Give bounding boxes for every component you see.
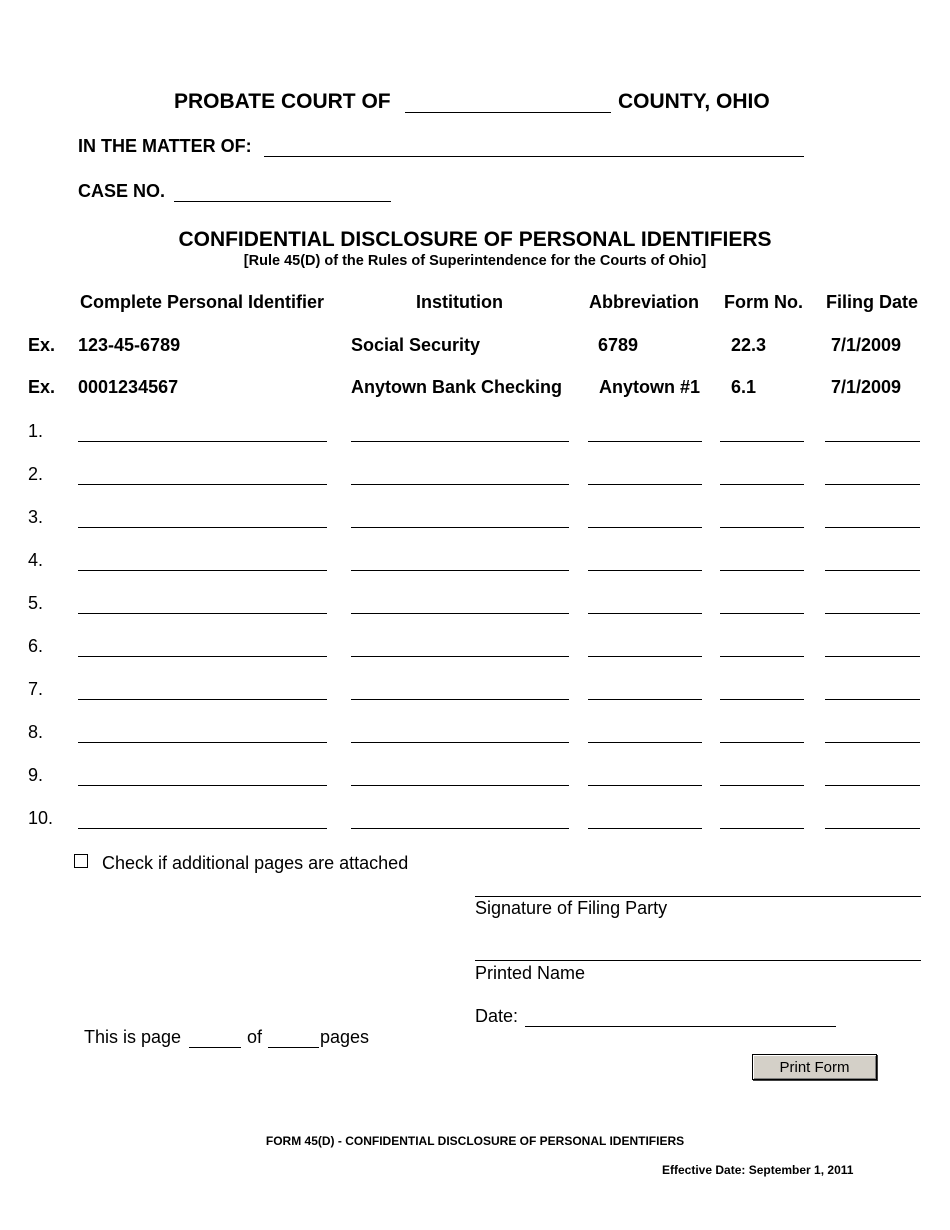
institution-field[interactable] <box>351 638 569 657</box>
total-pages-field[interactable] <box>268 1029 319 1048</box>
row-number: 7. <box>28 679 44 699</box>
identifier-field[interactable] <box>78 552 327 571</box>
printed-name-label: Printed Name <box>475 963 586 983</box>
institution-field[interactable] <box>351 767 569 786</box>
form-no-field[interactable] <box>720 681 804 700</box>
case-number-field[interactable] <box>174 183 391 202</box>
row-number: 6. <box>28 636 44 656</box>
institution-field[interactable] <box>351 466 569 485</box>
signature-label: Signature of Filing Party <box>475 898 668 918</box>
row-number: 1. <box>28 421 44 441</box>
filing-date-field[interactable] <box>825 767 920 786</box>
form-no-field[interactable] <box>720 810 804 829</box>
identifier-field[interactable] <box>78 810 327 829</box>
identifier-field[interactable] <box>78 681 327 700</box>
example-identifier: 123-45-6789 <box>78 335 181 355</box>
example-filing-date: 7/1/2009 <box>831 335 902 355</box>
abbreviation-field[interactable] <box>588 423 702 442</box>
filing-date-field[interactable] <box>825 509 920 528</box>
institution-field[interactable] <box>351 595 569 614</box>
matter-label: IN THE MATTER OF: <box>78 136 252 156</box>
case-label: CASE NO. <box>78 181 166 201</box>
court-prefix: PROBATE COURT OF <box>174 90 391 113</box>
col-header-filing-date: Filing Date <box>826 292 919 312</box>
filing-date-field[interactable] <box>825 552 920 571</box>
page-number-field[interactable] <box>189 1029 241 1048</box>
row-number: 9. <box>28 765 44 785</box>
row-number: 5. <box>28 593 44 613</box>
institution-field[interactable] <box>351 552 569 571</box>
form-no-field[interactable] <box>720 509 804 528</box>
abbreviation-field[interactable] <box>588 552 702 571</box>
footer-form-name: FORM 45(D) - CONFIDENTIAL DISCLOSURE OF PERSONAL IDENTIFIERS <box>265 1134 685 1148</box>
abbreviation-field[interactable] <box>588 810 702 829</box>
identifier-field[interactable] <box>78 466 327 485</box>
county-field[interactable] <box>405 92 611 113</box>
abbreviation-field[interactable] <box>588 595 702 614</box>
filing-date-field[interactable] <box>825 466 920 485</box>
identifier-field[interactable] <box>78 638 327 657</box>
identifier-field[interactable] <box>78 423 327 442</box>
print-form-button[interactable]: Print Form <box>752 1054 877 1080</box>
filing-date-field[interactable] <box>825 681 920 700</box>
matter-field[interactable] <box>264 138 804 157</box>
row-number: 4. <box>28 550 44 570</box>
court-suffix: COUNTY, OHIO <box>618 90 770 113</box>
filing-date-field[interactable] <box>825 724 920 743</box>
example-label: Ex. <box>28 377 56 397</box>
example-institution: Social Security <box>351 335 481 355</box>
identifier-field[interactable] <box>78 767 327 786</box>
example-abbreviation: Anytown #1 <box>599 377 701 397</box>
footer-effective-date: Effective Date: September 1, 2011 <box>662 1163 854 1177</box>
identifier-field[interactable] <box>78 509 327 528</box>
col-header-identifier: Complete Personal Identifier <box>80 292 325 312</box>
institution-field[interactable] <box>351 509 569 528</box>
additional-pages-checkbox[interactable] <box>74 854 88 868</box>
abbreviation-field[interactable] <box>588 724 702 743</box>
example-identifier: 0001234567 <box>78 377 179 397</box>
form-no-field[interactable] <box>720 767 804 786</box>
filing-date-field[interactable] <box>825 423 920 442</box>
form-no-field[interactable] <box>720 552 804 571</box>
form-title: CONFIDENTIAL DISCLOSURE OF PERSONAL IDENTIFIERS <box>178 228 772 251</box>
col-header-abbreviation: Abbreviation <box>589 292 700 312</box>
printed-name-field[interactable] <box>475 942 921 961</box>
abbreviation-field[interactable] <box>588 681 702 700</box>
page-count-suffix: pages <box>320 1027 370 1047</box>
row-number: 8. <box>28 722 44 742</box>
institution-field[interactable] <box>351 724 569 743</box>
page-count-prefix: This is page <box>84 1027 182 1047</box>
form-no-field[interactable] <box>720 466 804 485</box>
example-filing-date: 7/1/2009 <box>831 377 902 397</box>
signature-field[interactable] <box>475 878 921 897</box>
row-number: 10. <box>28 808 54 828</box>
abbreviation-field[interactable] <box>588 767 702 786</box>
form-rule-citation: [Rule 45(D) of the Rules of Superintendence for the Courts of Ohio] <box>243 253 707 269</box>
institution-field[interactable] <box>351 810 569 829</box>
form-no-field[interactable] <box>720 638 804 657</box>
row-number: 3. <box>28 507 44 527</box>
filing-date-field[interactable] <box>825 638 920 657</box>
institution-field[interactable] <box>351 423 569 442</box>
abbreviation-field[interactable] <box>588 466 702 485</box>
date-label: Date: <box>475 1006 519 1026</box>
page-count-of: of <box>247 1027 263 1047</box>
col-header-form-no: Form No. <box>724 292 803 312</box>
abbreviation-field[interactable] <box>588 509 702 528</box>
row-number: 2. <box>28 464 44 484</box>
abbreviation-field[interactable] <box>588 638 702 657</box>
col-header-institution: Institution <box>416 292 503 312</box>
example-form-no: 22.3 <box>731 335 767 355</box>
identifier-field[interactable] <box>78 724 327 743</box>
form-no-field[interactable] <box>720 595 804 614</box>
example-label: Ex. <box>28 335 56 355</box>
example-institution: Anytown Bank Checking <box>351 377 563 397</box>
date-field[interactable] <box>525 1008 836 1027</box>
identifier-field[interactable] <box>78 595 327 614</box>
form-no-field[interactable] <box>720 423 804 442</box>
form-no-field[interactable] <box>720 724 804 743</box>
institution-field[interactable] <box>351 681 569 700</box>
filing-date-field[interactable] <box>825 595 920 614</box>
example-form-no: 6.1 <box>731 377 757 397</box>
additional-pages-label: Check if additional pages are attached <box>102 853 409 873</box>
example-abbreviation: 6789 <box>598 335 639 355</box>
filing-date-field[interactable] <box>825 810 920 829</box>
